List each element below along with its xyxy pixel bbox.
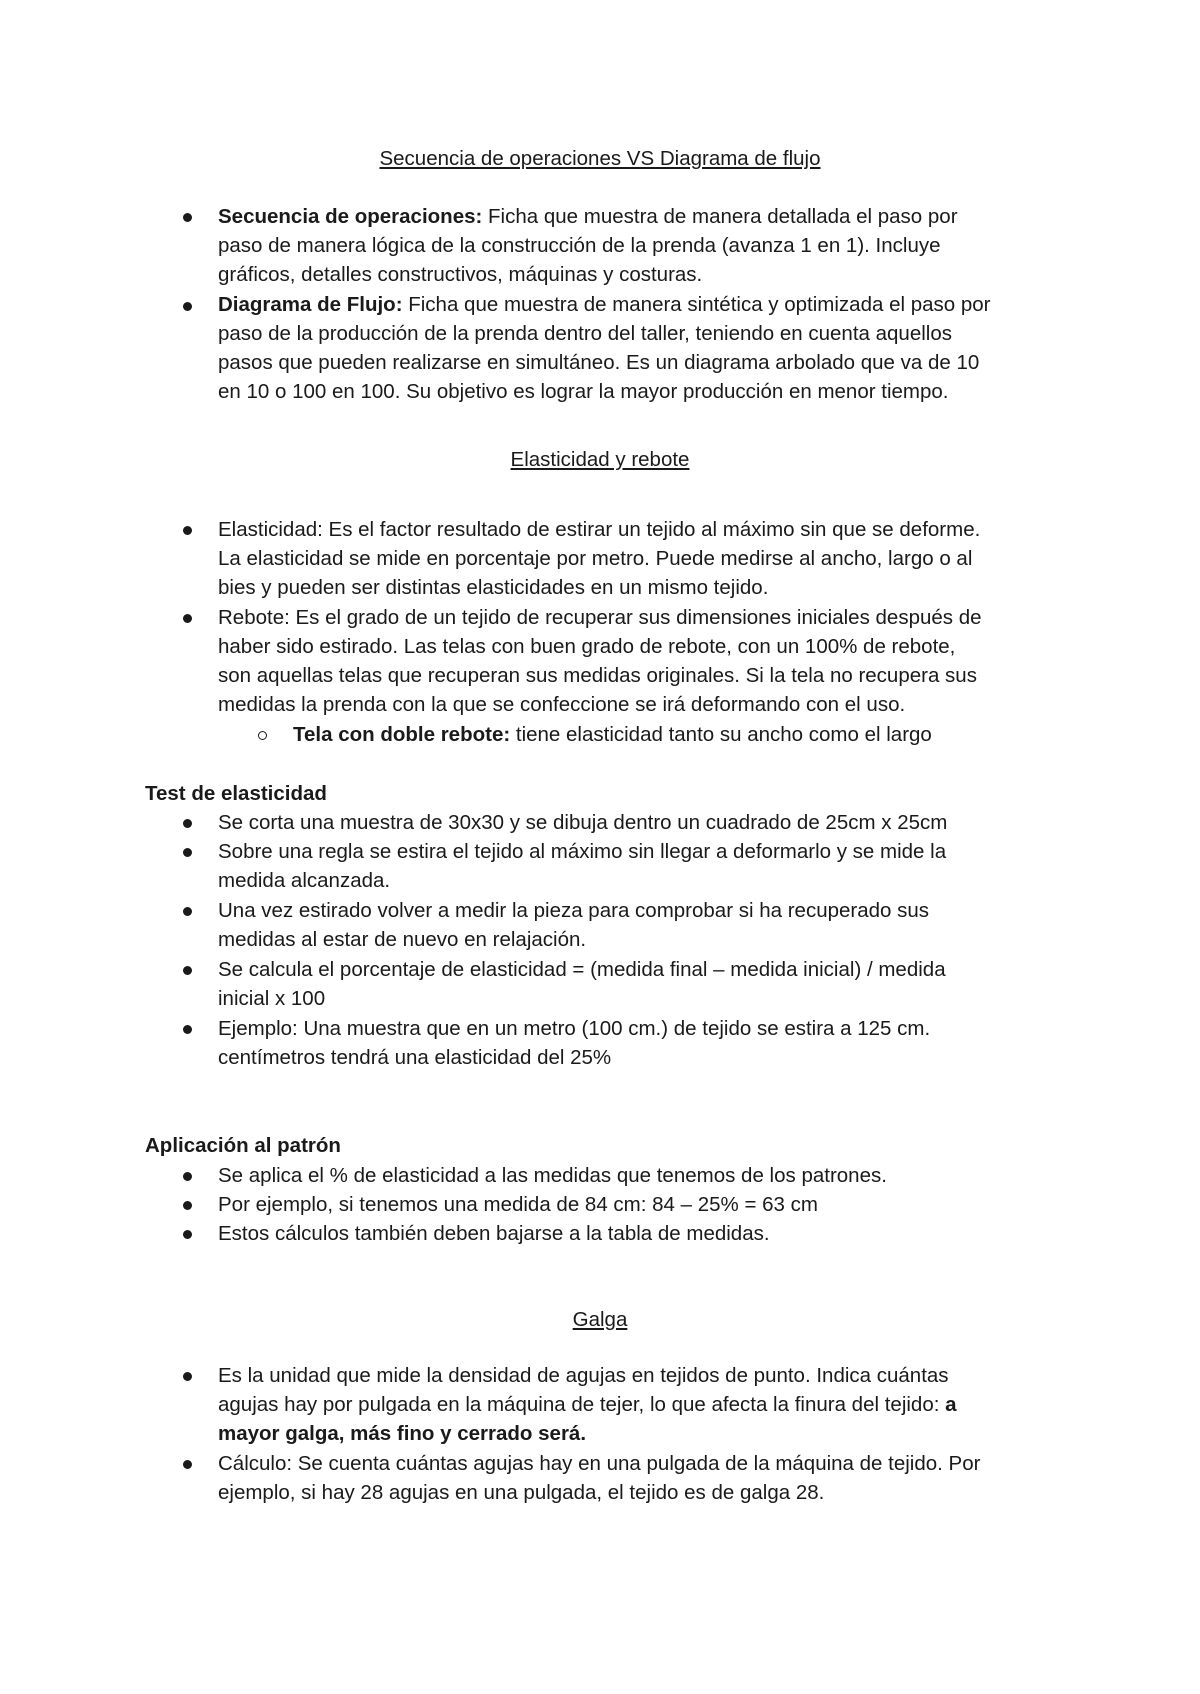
list-item-line: Se corta una muestra de 30x30 y se dibuja dentro un cuadrado de 25cm x 25cm (218, 811, 948, 834)
list-item-line: La elasticidad se mide en porcentaje por metro. Puede medirse al ancho, largo o al (218, 547, 973, 570)
list-item-line (218, 205, 958, 229)
sub-bullet-ring (258, 731, 267, 740)
section-title-elasticidad: Elasticidad y rebote (510, 448, 690, 471)
bullet-dot (183, 1230, 192, 1239)
bullet-dot (183, 1025, 192, 1034)
bullet-dot (183, 848, 192, 857)
bullet-dot (183, 907, 192, 916)
bullet-dot (183, 614, 192, 623)
term-label: Tela con doble rebote: (293, 723, 511, 746)
list-item-line: bies y pueden ser distintas elasticidades en un mismo tejido. (218, 576, 769, 599)
section-heading-test: Test de elasticidad (145, 782, 327, 805)
list-item-line: gráficos, detalles constructivos, máquinas y costuras. (218, 263, 703, 286)
list-item-line (218, 1393, 957, 1417)
definition-text: tiene elasticidad tanto su ancho como el largo (510, 723, 932, 746)
list-item-line: Elasticidad: Es el factor resultado de estirar un tejido al máximo sin que se deforme. (218, 518, 981, 541)
section-title-secuencia: Secuencia de operaciones VS Diagrama de flujo (379, 147, 821, 170)
definition-text: Ficha que muestra de manera sintética y optimizada el paso por (402, 293, 991, 316)
emphasis-text: a (945, 1393, 957, 1416)
bullet-dot (183, 1172, 192, 1181)
sub-list-item-line (293, 723, 932, 747)
list-item-line: paso de manera lógica de la construcción de la prenda (avanza 1 en 1). Incluye (218, 234, 941, 257)
list-item-line: medidas al estar de nuevo en relajación. (218, 928, 587, 951)
section-title-galga: Galga (572, 1308, 628, 1331)
list-item-line: son aquellas telas que recuperan sus medidas originales. Si la tela no recupera sus (218, 664, 977, 687)
list-item-line: centímetros tendrá una elasticidad del 25% (218, 1046, 612, 1069)
bullet-dot (183, 302, 192, 311)
list-item-line: Sobre una regla se estira el tejido al máximo sin llegar a deformarlo y se mide la (218, 840, 947, 863)
emphasis-text: mayor galga, más fino y cerrado será. (218, 1422, 587, 1445)
list-item-line: Es la unidad que mide la densidad de agujas en tejidos de punto. Indica cuántas (218, 1364, 949, 1387)
bullet-dot (183, 1460, 192, 1469)
list-item-line: Se aplica el % de elasticidad a las medidas que tenemos de los patrones. (218, 1164, 887, 1187)
list-item-line: Estos cálculos también deben bajarse a la tabla de medidas. (218, 1222, 770, 1245)
list-item-line: Cálculo: Se cuenta cuántas agujas hay en una pulgada de la máquina de tejido. Por (218, 1452, 981, 1475)
definition-text: Ficha que muestra de manera detallada el paso por (482, 205, 958, 228)
list-item-line: haber sido estirado. Las telas con buen grado de rebote, con un 100% de rebote, (218, 635, 956, 658)
list-item-line: inicial x 100 (218, 987, 326, 1010)
list-item-line: en 10 o 100 en 100. Su objetivo es lograr la mayor producción en menor tiempo. (218, 380, 949, 403)
list-item-line (218, 293, 991, 317)
term-label: Diagrama de Flujo: (218, 293, 403, 316)
list-item-line: Se calcula el porcentaje de elasticidad = (medida final – medida inicial) / medida (218, 958, 946, 981)
list-item-line: medida alcanzada. (218, 869, 391, 892)
term-label: Secuencia de operaciones: (218, 205, 483, 228)
bullet-dot (183, 1372, 192, 1381)
list-item-line: medidas la prenda con la que se confeccione se irá deformando con el uso. (218, 693, 906, 716)
bullet-dot (183, 213, 192, 222)
list-item-line: Por ejemplo, si tenemos una medida de 84 cm: 84 – 25% = 63 cm (218, 1193, 818, 1216)
list-item-line (218, 1422, 586, 1446)
list-item-line: pasos que pueden realizarse en simultáneo. Es un diagrama arbolado que va de 10 (218, 351, 980, 374)
list-item-line: Ejemplo: Una muestra que en un metro (100 cm.) de tejido se estira a 125 cm. (218, 1017, 931, 1040)
bullet-dot (183, 966, 192, 975)
list-item-line: Una vez estirado volver a medir la pieza para comprobar si ha recuperado sus (218, 899, 930, 922)
bullet-dot (183, 526, 192, 535)
bullet-dot (183, 1201, 192, 1210)
section-heading-aplicacion: Aplicación al patrón (145, 1134, 341, 1157)
body-text: agujas hay por pulgada en la máquina de tejer, lo que afecta la finura del tejido: (218, 1393, 946, 1416)
list-item-line: paso de la producción de la prenda dentro del taller, teniendo en cuenta aquellos (218, 322, 952, 345)
list-item-line: Rebote: Es el grado de un tejido de recuperar sus dimensiones iniciales después de (218, 606, 982, 629)
list-item-line: ejemplo, si hay 28 agujas en una pulgada, el tejido es de galga 28. (218, 1481, 825, 1504)
bullet-dot (183, 819, 192, 828)
